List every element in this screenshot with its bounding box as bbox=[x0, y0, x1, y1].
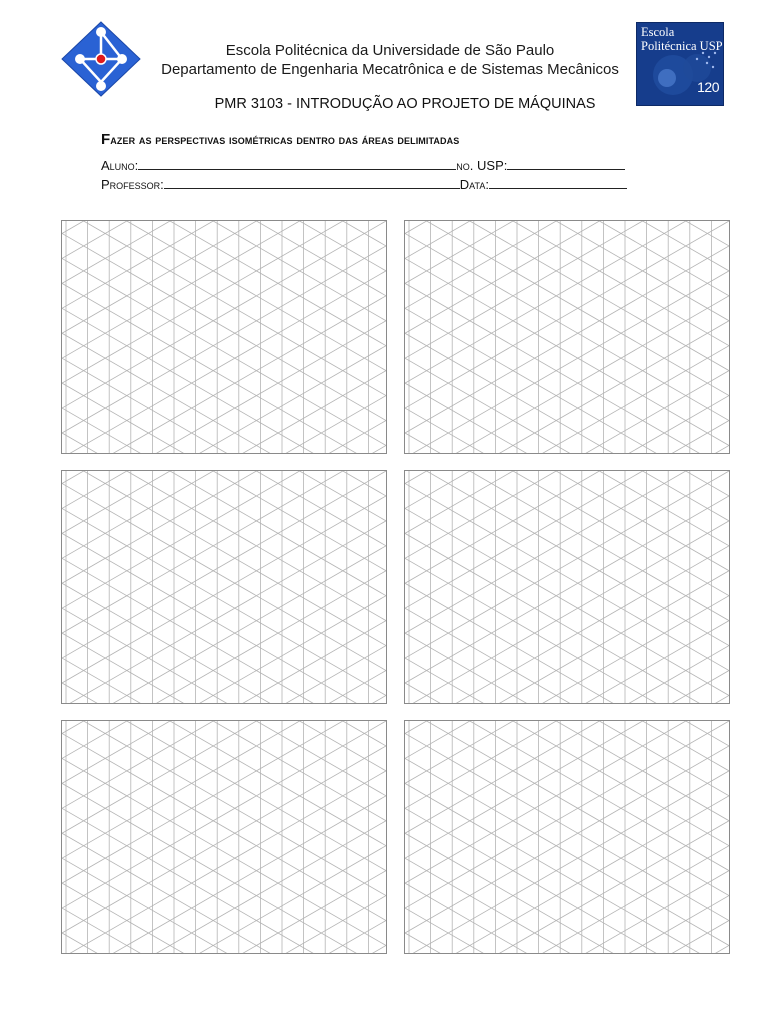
usp-line[interactable] bbox=[507, 158, 625, 170]
department-name: Departamento de Engenharia Mecatrônica e de Sistemas Mecânicos bbox=[161, 61, 619, 78]
usp-logo-number: 120 bbox=[697, 79, 719, 95]
isometric-grid-lines bbox=[405, 221, 729, 453]
isometric-grid-4 bbox=[404, 470, 730, 704]
isometric-grid-lines bbox=[405, 721, 729, 953]
usp-120-logo bbox=[636, 22, 724, 106]
course-title: PMR 3103 - INTRODUÇÃO AO PROJETO DE MÁQUINAS bbox=[214, 96, 596, 112]
aluno-label: Aluno: bbox=[101, 158, 139, 173]
isometric-grid-3 bbox=[61, 470, 387, 704]
isometric-grid-lines bbox=[405, 471, 729, 703]
isometric-grid-lines bbox=[62, 721, 386, 953]
isometric-grid-lines bbox=[62, 471, 386, 703]
aluno-line[interactable] bbox=[138, 158, 456, 170]
isometric-grid-5 bbox=[61, 720, 387, 954]
usp-logo-line1: Escola bbox=[641, 25, 675, 39]
department-logo bbox=[60, 20, 142, 98]
isometric-grid-2 bbox=[404, 220, 730, 454]
instruction-rest: azer as perspectivas isométricas dentro das áreas delimitadas bbox=[110, 132, 460, 147]
professor-row bbox=[101, 177, 627, 192]
isometric-grid-lines bbox=[62, 221, 386, 453]
usp-label: no. USP: bbox=[456, 158, 508, 173]
institution-name: Escola Politécnica da Universidade de São Paulo bbox=[225, 42, 555, 59]
professor-line[interactable] bbox=[164, 177, 460, 189]
usp-logo-line2: Politécnica USP bbox=[641, 39, 723, 53]
student-row bbox=[101, 158, 625, 173]
data-label: Data: bbox=[459, 177, 489, 192]
instruction-text bbox=[101, 131, 459, 148]
instruction-first-letter: F bbox=[101, 131, 111, 148]
isometric-grid-6 bbox=[404, 720, 730, 954]
isometric-grid-1 bbox=[61, 220, 387, 454]
data-line[interactable] bbox=[489, 177, 627, 189]
professor-label: Professor: bbox=[101, 177, 164, 192]
